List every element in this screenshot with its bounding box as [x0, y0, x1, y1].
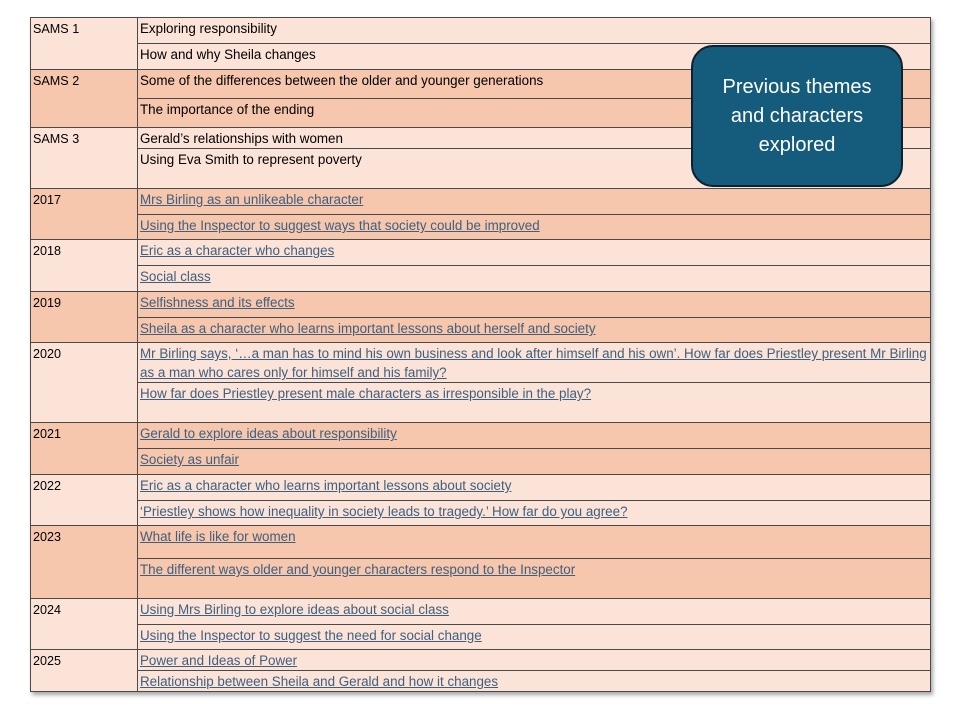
- topic-cell: [138, 383, 931, 423]
- callout-box: [691, 45, 903, 187]
- table-row: [31, 559, 931, 599]
- topic-cell: [138, 423, 931, 449]
- topic-link[interactable]: Sheila as a character who learns important lessons about herself and society: [140, 321, 596, 336]
- table-row: [31, 671, 931, 692]
- year-cell: 2023: [31, 526, 138, 599]
- topic-link[interactable]: How far does Priestley present male characters as irresponsible in the play?: [140, 386, 592, 401]
- topic-link[interactable]: Mrs Birling as an unlikeable character: [140, 192, 364, 207]
- topic-text: Exploring responsibility: [140, 21, 277, 36]
- topic-cell: [138, 449, 931, 475]
- topic-text: Gerald’s relationships with women: [140, 131, 343, 146]
- table-row: [31, 18, 931, 44]
- topic-link[interactable]: ‘Priestley shows how inequality in society leads to tragedy.’ How far do you agree?: [140, 504, 628, 519]
- topic-link[interactable]: Relationship between Sheila and Gerald and how it changes: [140, 674, 499, 689]
- year-cell: SAMS 3: [31, 128, 138, 189]
- topic-link[interactable]: Eric as a character who changes: [140, 243, 335, 258]
- topic-text: Using Eva Smith to represent poverty: [140, 152, 362, 167]
- topic-link[interactable]: Eric as a character who learns important lessons about society: [140, 478, 512, 493]
- table-row: [31, 266, 931, 292]
- year-cell: 2021: [31, 423, 138, 475]
- topic-link[interactable]: Power and Ideas of Power: [140, 653, 298, 668]
- topic-cell: [138, 292, 931, 318]
- year-cell: 2025: [31, 650, 138, 692]
- topic-text: How and why Sheila changes: [140, 47, 316, 62]
- table-row: [31, 599, 931, 625]
- table-row: [31, 650, 931, 671]
- table-row: [31, 383, 931, 423]
- table-row: [31, 240, 931, 266]
- topic-link[interactable]: Using the Inspector to suggest ways that society could be improved: [140, 218, 540, 233]
- table-row: [31, 526, 931, 559]
- topic-link[interactable]: Gerald to explore ideas about responsibility: [140, 426, 397, 441]
- topic-cell: [138, 625, 931, 650]
- table-row: [31, 189, 931, 215]
- table-row: [31, 423, 931, 449]
- table-row: [31, 318, 931, 343]
- topic-cell: [138, 189, 931, 215]
- year-cell: 2019: [31, 292, 138, 343]
- topic-link[interactable]: Using the Inspector to suggest the need for social change: [140, 628, 482, 643]
- table-row: [31, 292, 931, 318]
- topic-cell: [138, 475, 931, 501]
- topic-cell: [138, 559, 931, 599]
- topic-link[interactable]: Society as unfair: [140, 452, 239, 467]
- table-row: [31, 501, 931, 526]
- topic-cell: [138, 215, 931, 240]
- year-cell: SAMS 2: [31, 70, 138, 128]
- year-cell: 2018: [31, 240, 138, 292]
- table-row: [31, 625, 931, 650]
- callout-text: Previous themes and characters explored: [722, 75, 872, 156]
- topic-cell: [138, 599, 931, 625]
- table-row: [31, 449, 931, 475]
- topic-link[interactable]: Social class: [140, 269, 211, 284]
- topic-cell: [138, 526, 931, 559]
- topic-cell: [138, 240, 931, 266]
- topic-cell: [138, 318, 931, 343]
- topic-text: Some of the differences between the older and younger generations: [140, 73, 544, 88]
- topic-link[interactable]: The different ways older and younger characters respond to the Inspector: [140, 562, 576, 577]
- topic-cell: [138, 650, 931, 671]
- topic-link[interactable]: Using Mrs Birling to explore ideas about social class: [140, 602, 449, 617]
- topic-cell: [138, 671, 931, 692]
- topic-cell: [138, 18, 931, 44]
- topic-cell: [138, 343, 931, 383]
- table-row: [31, 475, 931, 501]
- table-row: [31, 215, 931, 240]
- topic-cell: [138, 266, 931, 292]
- topic-link[interactable]: Selfishness and its effects: [140, 295, 295, 310]
- year-cell: 2022: [31, 475, 138, 526]
- year-cell: 2024: [31, 599, 138, 650]
- topic-cell: [138, 501, 931, 526]
- topic-link[interactable]: Mr Birling says, ‘…a man has to mind his own business and look after himself and his own’. How far does Priestley present Mr Birling as a man who cares only for himself and his family?: [140, 346, 927, 380]
- topic-link[interactable]: What life is like for women: [140, 529, 296, 544]
- table-row: [31, 343, 931, 383]
- year-cell: SAMS 1: [31, 18, 138, 70]
- year-cell: 2017: [31, 189, 138, 240]
- year-cell: 2020: [31, 343, 138, 423]
- topic-text: The importance of the ending: [140, 102, 315, 117]
